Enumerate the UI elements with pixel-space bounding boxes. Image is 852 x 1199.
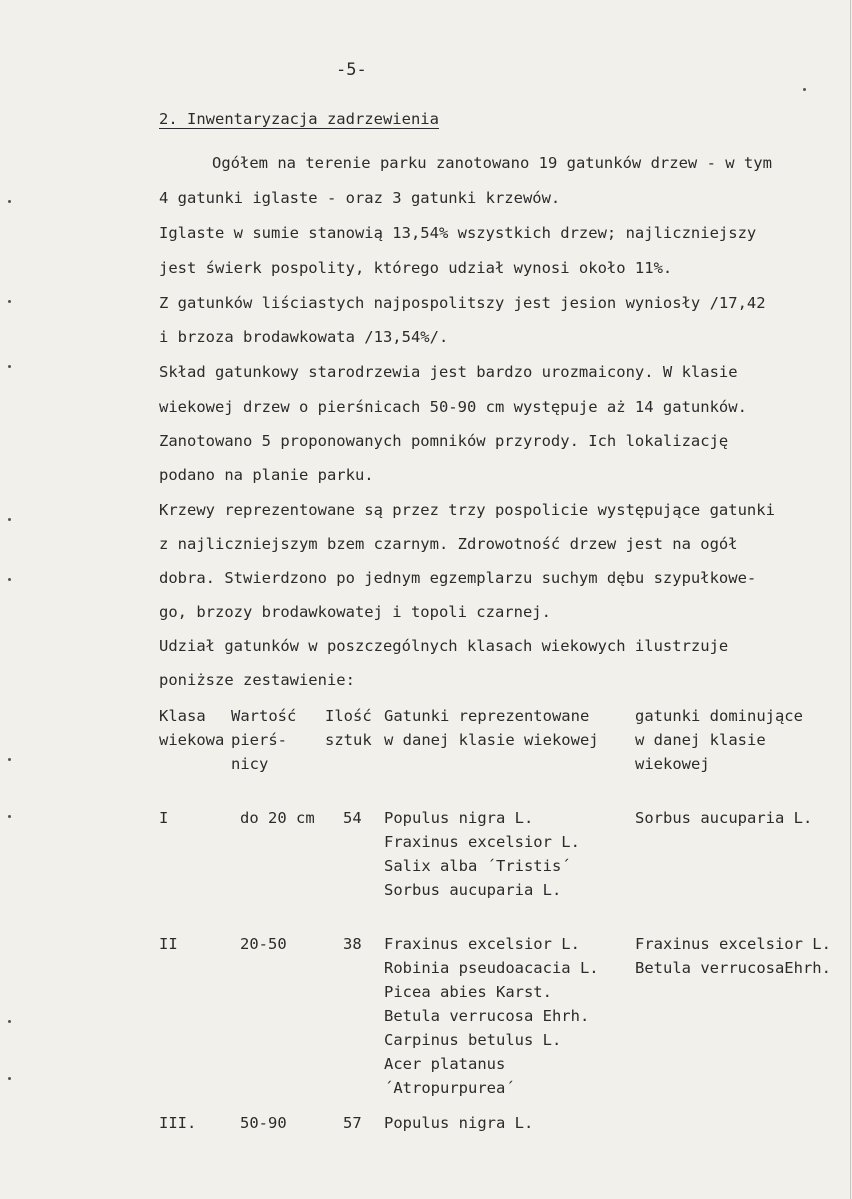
- row-2-dominujace: Fraxinus excelsior L. Betula verrucosaEhrh.: [635, 935, 831, 977]
- paragraph-line: jest świerk pospolity, którego udział wynosi około 11%.: [159, 259, 673, 277]
- paragraph-line: z najliczniejszym bzem czarnym. Zdrowotność drzew jest na ogół: [159, 535, 738, 553]
- row-2-ilosc: 38: [343, 935, 362, 953]
- paragraph-line: go, brzozy brodawkowatej i topoli czarnej.: [159, 603, 551, 621]
- header-dominujace: gatunki dominujące w danej klasie wiekowej: [635, 707, 803, 773]
- punch-hole-mark: [8, 300, 11, 303]
- header-wartosc: Wartość pierś- nicy: [231, 707, 297, 773]
- page-edge-line: [850, 0, 851, 1199]
- paragraph-line: Ogółem na terenie parku zanotowano 19 gatunków drzew - w tym: [212, 154, 772, 172]
- paragraph-line: poniższe zestawienie:: [159, 671, 355, 689]
- paragraph-line: dobra. Stwierdzono po jednym egzemplarzu suchym dębu szypułkowe-: [159, 569, 757, 587]
- row-3-klasa: III.: [159, 1114, 197, 1132]
- punch-hole-mark: [8, 1020, 11, 1023]
- row-3-wartosc: 50-90: [240, 1114, 287, 1132]
- punch-hole-mark: [8, 578, 11, 581]
- row-2-wartosc: 20-50: [240, 935, 287, 953]
- paragraph-line: wiekowej drzew o pierśnicach 50-90 cm występuje aż 14 gatunków.: [159, 398, 747, 416]
- header-gatunki: Gatunki reprezentowane w danej klasie wiekowej: [384, 707, 599, 749]
- paragraph-line: 4 gatunki iglaste - oraz 3 gatunki krzewów.: [159, 189, 561, 207]
- row-2-gatunki: Fraxinus excelsior L. Robinia pseudoacacia L. Picea abies Karst. Betula verrucosa Ehrh. Carpinus betulus L. Acer platanus ´Atropurpurea´: [384, 935, 599, 1097]
- row-1-ilosc: 54: [343, 809, 362, 827]
- punch-hole-mark: [8, 365, 11, 368]
- header-klasa: Klasa wiekowa: [159, 707, 225, 749]
- paragraph-line: Zanotowano 5 proponowanych pomników przyrody. Ich lokalizację: [159, 432, 729, 450]
- punch-hole-mark: [8, 200, 11, 203]
- row-1-klasa: I: [159, 809, 169, 827]
- paragraph-line: podano na planie parku.: [159, 466, 374, 484]
- row-1-dominujace: Sorbus aucuparia L.: [635, 809, 813, 827]
- paragraph-line: i brzoza brodawkowata /13,54%/.: [159, 328, 449, 346]
- row-1-wartosc: do 20 cm: [240, 809, 315, 827]
- punch-hole-mark: [8, 758, 11, 761]
- paragraph-line: Iglaste w sumie stanowią 13,54% wszystkich drzew; najliczniejszy: [159, 224, 757, 242]
- page-number: -5-: [336, 60, 367, 80]
- row-3-ilosc: 57: [343, 1114, 362, 1132]
- section-heading: 2. Inwentaryzacja zadrzewienia: [159, 110, 439, 128]
- punch-hole-mark: [8, 518, 11, 521]
- row-2-klasa: II: [159, 935, 178, 953]
- paragraph-line: Udział gatunków w poszczególnych klasach wiekowych ilustrzuje: [159, 637, 729, 655]
- punch-hole-mark: [8, 815, 11, 818]
- header-ilosc: Ilość sztuk: [325, 707, 372, 749]
- paragraph-line: Z gatunków liściastych najpospolitszy jest jesion wyniosły /17,42: [159, 294, 766, 312]
- row-1-gatunki: Populus nigra L. Fraxinus excelsior L. Salix alba ´Tristis´ Sorbus aucuparia L.: [384, 809, 580, 899]
- row-3-gatunki: Populus nigra L.: [384, 1114, 534, 1132]
- paragraph-line: Krzewy reprezentowane są przez trzy pospolicie występujące gatunki: [159, 501, 775, 519]
- punch-hole-mark: [8, 1077, 11, 1080]
- paragraph-line: Skład gatunkowy starodrzewia jest bardzo urozmaicony. W klasie: [159, 363, 738, 381]
- paper-speck: [803, 88, 806, 91]
